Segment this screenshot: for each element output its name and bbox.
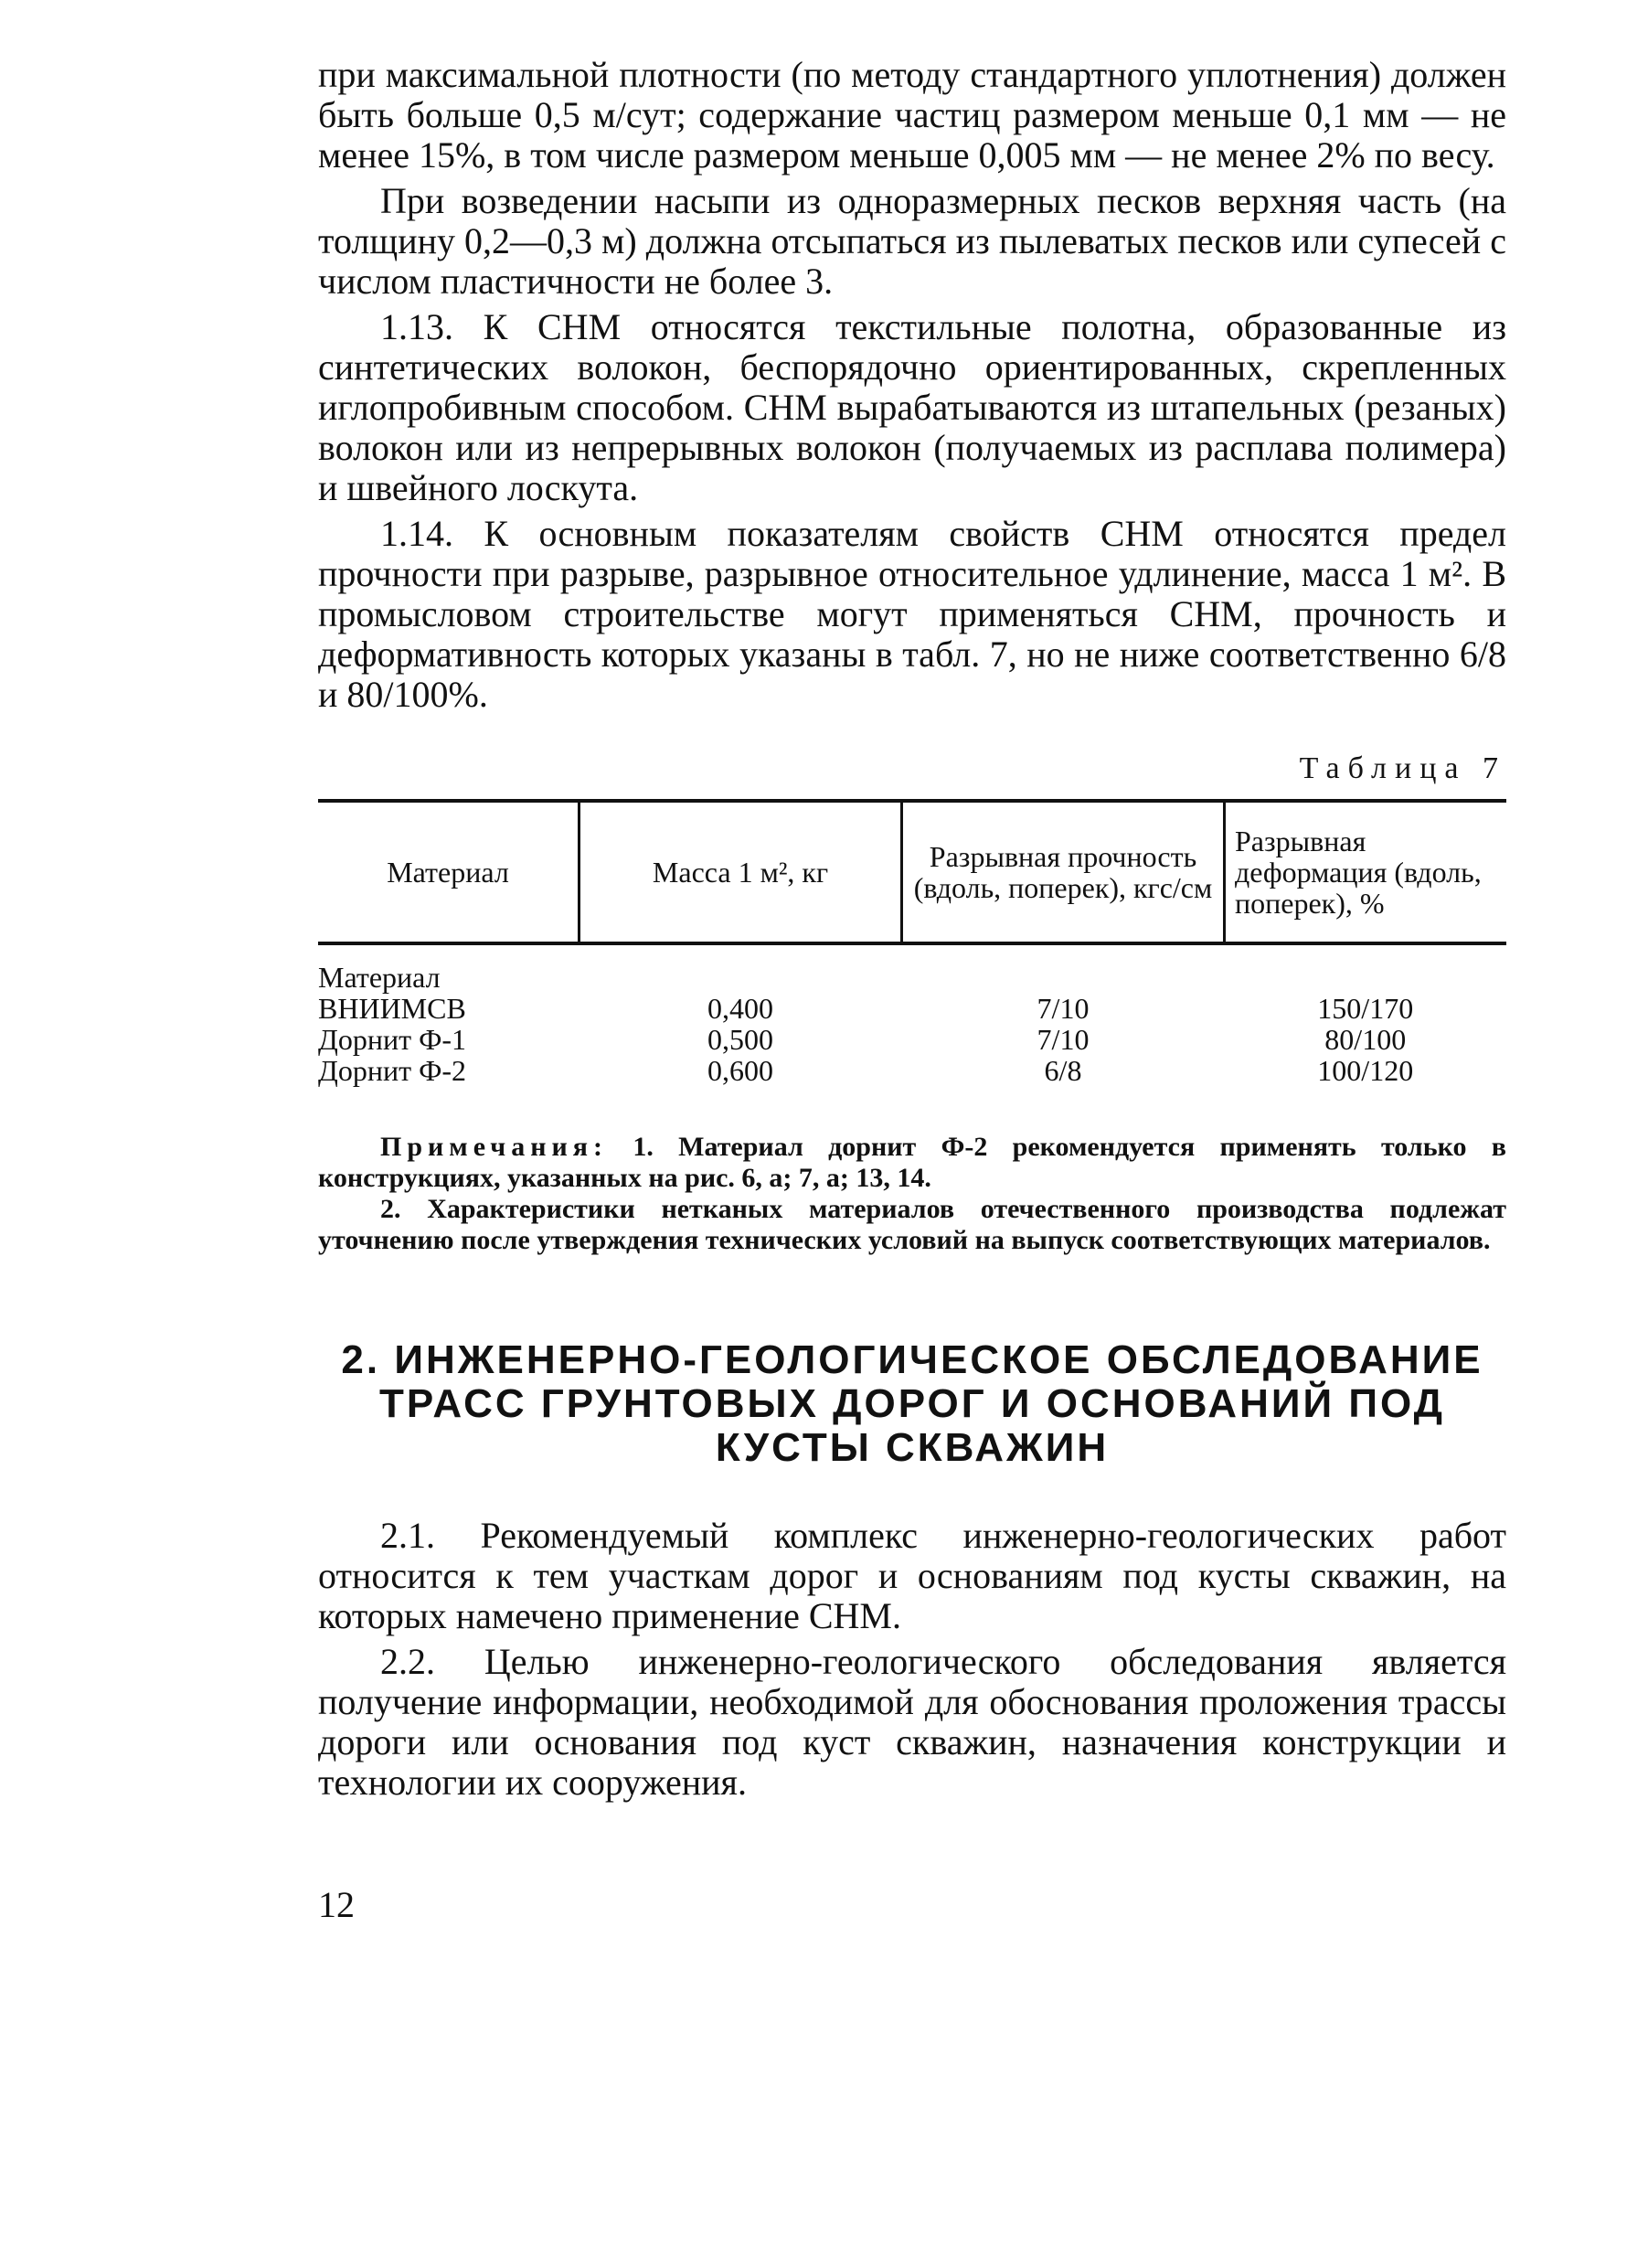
cell-material: Дорнит Ф-1 (318, 1023, 466, 1056)
paragraph-2-1: 2.1. Рекомендуемый комплекс инженерно-геологических работ относится к тем участкам дорог и основаниям под кусты скважин, на которых намечено применение СНМ. (318, 1515, 1506, 1636)
cell-strength (902, 943, 1225, 993)
cell-mass: 0,500 (707, 1023, 773, 1056)
table-row (318, 1055, 1506, 1086)
cell-strength: 7/10 (1037, 1023, 1090, 1056)
section-heading: 2. ИНЖЕНЕРНО-ГЕОЛОГИЧЕСКОЕ ОБСЛЕДОВАНИЕ ТРАСС ГРУНТОВЫХ ДОРОГ И ОСНОВАНИЙ ПОД КУСТЫ СКВАЖИН (341, 1337, 1483, 1470)
header-material: Материал (318, 801, 579, 943)
page-number: 12 (318, 1884, 355, 1925)
header-deformation: Разрывная деформация (вдоль, поперек), % (1225, 801, 1507, 943)
paragraph-2-2: 2.2. Целью инженерно-геологического обследования является получение информации, необходимой для обоснования проложения трассы дороги или основания под куст скважин, назначения конструкции и технологии их сооружения. (318, 1641, 1506, 1803)
document-page (318, 55, 1506, 1808)
table-header-row (318, 801, 1506, 943)
cell-material: ВНИИМСВ (318, 992, 466, 1025)
cell-deformation: 80/100 (1324, 1023, 1407, 1056)
table-caption: Таблица 7 (1299, 751, 1506, 785)
paragraph-embankment: При возведении насыпи из одноразмерных песков верхняя часть (на толщину 0,2—0,3 м) должна отсыпаться из пылеватых песков или супесей с числом пластичности не более 3. (318, 180, 1506, 302)
cell-deformation: 150/170 (1317, 992, 1414, 1025)
cell-deformation: 100/120 (1317, 1054, 1414, 1087)
paragraph-1-13: 1.13. К СНМ относятся текстильные полотна, образованные из синтетических волокон, беспорядочно ориентированных, скрепленных иглопробивным способом. СНМ вырабатываются из штапельных (резаных) волокон или из непрерывных волокон (получаемых из расплава полимера) и швейного лоскута. (318, 306, 1506, 508)
cell-strength: 6/8 (1044, 1054, 1082, 1087)
table-notes (318, 1132, 1506, 1256)
cell-material: Материал (318, 961, 441, 994)
table-row (318, 993, 1506, 1024)
header-strength: Разрывная прочность (вдоль, поперек), кгс/см (902, 801, 1225, 943)
table-row (318, 943, 1506, 993)
paragraph-1-14: 1.14. К основным показателям свойств СНМ относятся предел прочности при разрыве, разрывное относительное удлинение, масса 1 м². В промысловом строительстве могут применяться СНМ, прочность и деформативность которых указаны в табл. 7, но не ниже соответственно 6/8 и 80/100%. (318, 513, 1506, 715)
note-1 (318, 1132, 1506, 1194)
table-row (318, 1024, 1506, 1055)
materials-table (318, 799, 1506, 1086)
paragraph-continuation: при максимальной плотности (по методу стандартного уплотнения) должен быть больше 0,5 м/сут; содержание частиц размером меньше 0,1 мм — не менее 15%, в том числе размером меньше 0,005 мм — не менее 2% по весу. (318, 54, 1506, 176)
cell-mass: 0,400 (707, 992, 773, 1025)
cell-strength: 7/10 (1037, 992, 1090, 1025)
cell-deformation (1225, 943, 1507, 993)
header-mass: Масса 1 м², кг (579, 801, 902, 943)
notes-label: Примечания: (380, 1132, 609, 1162)
note-2: 2. Характеристики нетканых материалов отечественного производства подлежат уточнению после утверждения технических условий на выпуск соответствующих материалов. (318, 1194, 1506, 1255)
note-1-text: 1. Материал дорнит Ф-2 рекомендуется применять только в конструкциях, указанных на рис. 6, а; 7, а; 13, 14. (318, 1132, 1506, 1193)
cell-material: Дорнит Ф-2 (318, 1054, 466, 1087)
cell-mass: 0,600 (707, 1054, 773, 1087)
cell-mass (579, 943, 902, 993)
